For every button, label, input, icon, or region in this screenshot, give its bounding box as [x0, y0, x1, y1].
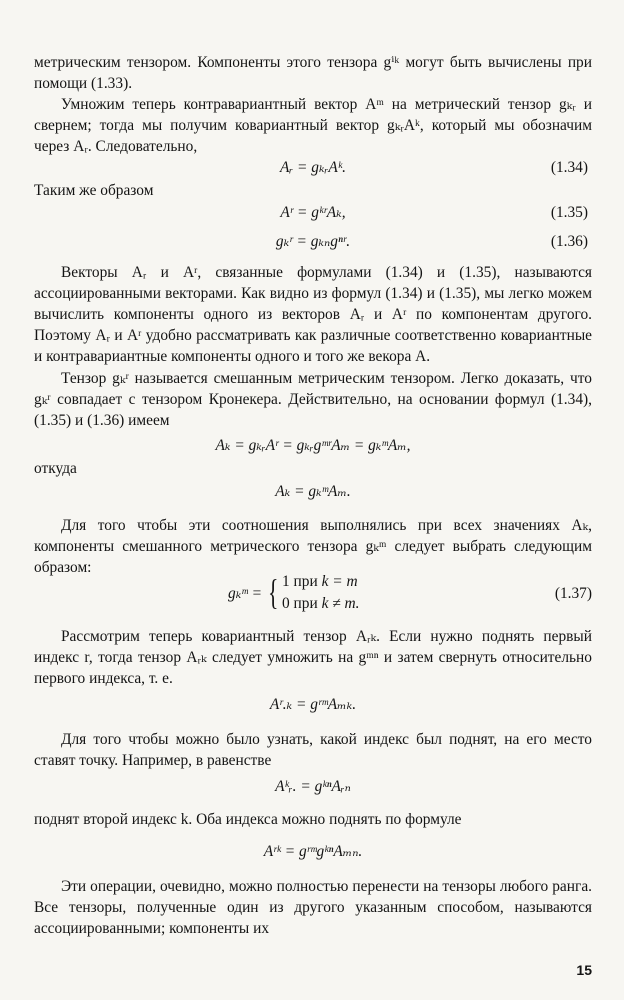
equation-1-36 — [34, 231, 592, 253]
equation-kronecker-b — [34, 481, 592, 503]
equation-1-37 — [228, 573, 428, 617]
paragraph-5: Тензор gₖʳ называется смешанным метрическим тензором. Легко доказать, что gₖʳ совпадает с тензором Кронекера. Действительно, на основании формул (1.34), (1.35) и (1.36) имеем — [34, 370, 592, 429]
equation-kronecker-b-formula: Aₖ = gₖᵐAₘ. — [275, 483, 351, 500]
equation-1-36-formula: gₖʳ = gₖₙgⁿʳ. — [275, 233, 351, 250]
paragraph-6-lead: откуда — [34, 460, 77, 477]
paragraph-9: Для того чтобы можно было узнать, какой индекс был поднят, на его место ставят точку. Например, в равенстве — [34, 731, 592, 769]
equation-1-35 — [34, 202, 592, 224]
equation-kronecker-a-formula: Aₖ = gₖᵣAʳ = gₖᵣgᵐʳAₘ = gₖᵐAₘ, — [215, 437, 411, 454]
equation-raise-first-formula: Aʳ.ₖ = gʳᵐAₘₖ. — [269, 696, 357, 713]
paragraph-1: метрическим тензором. Компоненты этого тензора gⁱᵏ могут быть вычислены при помощи (1.33). — [34, 54, 592, 92]
equation-kronecker-a — [34, 435, 592, 457]
equation-1-34-formula: Aᵣ = gₖᵣAᵏ. — [280, 159, 346, 176]
equation-1-37-case-2: 0 при k ≠ m. — [282, 595, 360, 612]
paragraph-4: Векторы Aᵣ и Aʳ, связанные формулами (1.34) и (1.35), называются ассоциированными векторами. Как видно из формул (1.34) и (1.35), мы легко можем вычислить компоненты одного из векторов Aᵣ и Aʳ по компонентам другого. Поэтому Aᵣ и Aʳ удобно рассматривать как различные соответственно ковариантные и контравариантные компоненты одного и того же векора A. — [34, 264, 592, 365]
equation-1-34 — [34, 157, 592, 179]
equation-raise-first — [34, 694, 592, 716]
left-brace-icon: { — [268, 572, 279, 612]
paragraph-3-lead: Таким же образом — [34, 182, 154, 199]
equation-raise-second — [34, 776, 592, 798]
paragraph-7: Для того чтобы эти соотношения выполнялись при всех значениях Aₖ, компоненты смешанного метрического тензора gₖᵐ следует выбрать следующим образом: — [34, 517, 592, 576]
equation-1-35-number: (1.35) — [550, 204, 588, 221]
equation-1-35-formula: Aʳ = gᵏʳAₖ, — [280, 204, 346, 221]
paragraph-2: Умножим теперь контравариантный вектор Aᵐ на метрический тензор gₖᵣ и свернем; тогда мы получим ковариантный вектор gₖᵣAᵏ, который мы обозначим через Aᵣ. Следовательно, — [34, 96, 592, 155]
paragraph-11: Эти операции, очевидно, можно полностью перенести на тензоры любого ранга. Все тензоры, полученные один из другого указанным способом, называются ассоциированными; компоненты их — [34, 878, 592, 937]
page-number: 15 — [576, 962, 592, 978]
equation-1-37-case-1: 1 при k = m — [282, 573, 358, 590]
equation-1-34-number: (1.34) — [550, 159, 588, 176]
equation-raise-both — [34, 841, 592, 863]
equation-1-36-number: (1.36) — [550, 233, 588, 250]
equation-1-37-number: (1.37) — [554, 585, 592, 602]
paragraph-8: Рассмотрим теперь ковариантный тензор Aᵣₖ. Если нужно поднять первый индекс r, тогда тензор Aᵣₖ следует умножить на gᵐⁿ и затем свернуть относительно первого индекса, т. е. — [34, 628, 592, 687]
equation-1-37-lhs: gₖᵐ = — [228, 585, 262, 602]
equation-raise-both-formula: Aʳᵏ = gʳᵐgᵏⁿAₘₙ. — [263, 843, 363, 860]
equation-raise-second-formula: Aᵏᵣ. = gᵏⁿAᵣₙ — [275, 778, 351, 795]
paragraph-10: поднят второй индекс k. Оба индекса можно поднять по формуле — [34, 811, 462, 828]
